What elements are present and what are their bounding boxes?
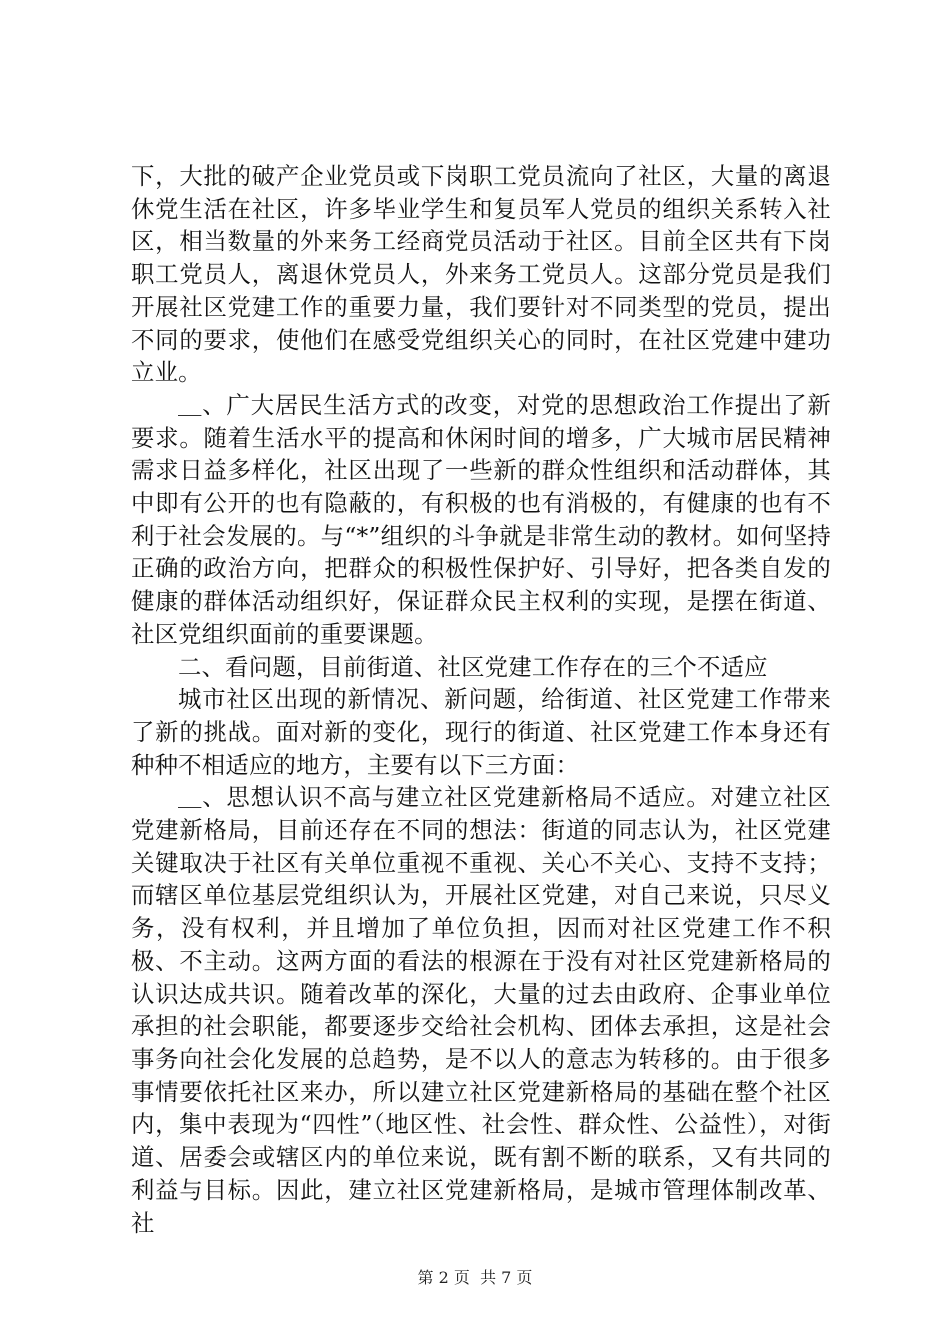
- page-footer: [0, 1268, 950, 1288]
- section-heading: 二、看问题，目前街道、社区党建工作存在的三个不适应: [178, 652, 768, 681]
- document-body: [131, 160, 831, 1239]
- paragraph-2: ＿、广大居民生活方式的改变，对党的思想政治工作提出了新要求。随着生活水平的提高和休闲时间的增多，广大城市居民精神需求日益多样化，社区出现了一些新的群众性组织和活动群体，其中即有公开的也有隐蔽的，有积极的也有消极的，有健康的也有不利于社会发展的。与“*”组织的斗争就是非常生动的教材。如何坚持正确的政治方向，把群众的积极性保护好、引导好，把各类自发的健康的群体活动组织好，保证群众民主权利的实现，是摆在街道、社区党组织面前的重要课题。: [131, 390, 831, 648]
- paragraph-3: 城市社区出现的新情况、新问题，给街道、社区党建工作带来了新的挑战。面对新的变化，现行的街道、社区党建工作本身还有种种不相适应的地方，主要有以下三方面：: [131, 685, 831, 779]
- page-number: 第 2 页 共 7 页: [417, 1268, 533, 1287]
- paragraph-4: ＿、思想认识不高与建立社区党建新格局不适应。对建立社区党建新格局，目前还存在不同的想法：街道的同志认为，社区党建关键取决于社区有关单位重视不重视、关心不关心、支持不支持；而辖区单位基层党组织认为，开展社区党建，对自己来说，只尽义务，没有权利，并且增加了单位负担，因而对社区党建工作不积极、不主动。这两方面的看法的根源在于没有对社区党建新格局的认识达成共识。随着改革的深化，大量的过去由政府、企事业单位承担的社会职能，都要逐步交给社会机构、团体去承担，这是社会事务向社会化发展的总趋势，是不以人的意志为转移的。由于很多事情要依托社区来办，所以建立社区党建新格局的基础在整个社区内，集中表现为“四性”（地区性、社会性、群众性、公益性），对街道、居委会或辖区内的单位来说，既有割不断的联系，又有共同的利益与目标。因此，建立社区党建新格局，是城市管理体制改革、社: [131, 783, 831, 1237]
- paragraph-1: 下，大批的破产企业党员或下岗职工党员流向了社区，大量的离退休党生活在社区，许多毕业学生和复员军人党员的组织关系转入社区，相当数量的外来务工经商党员活动于社区。目前全区共有下岗职工党员人，离退休党员人，外来务工党员人。这部分党员是我们开展社区党建工作的重要力量，我们要针对不同类型的党员，提出不同的要求，使他们在感受党组织关心的同时，在社区党建中建功立业。: [131, 162, 831, 387]
